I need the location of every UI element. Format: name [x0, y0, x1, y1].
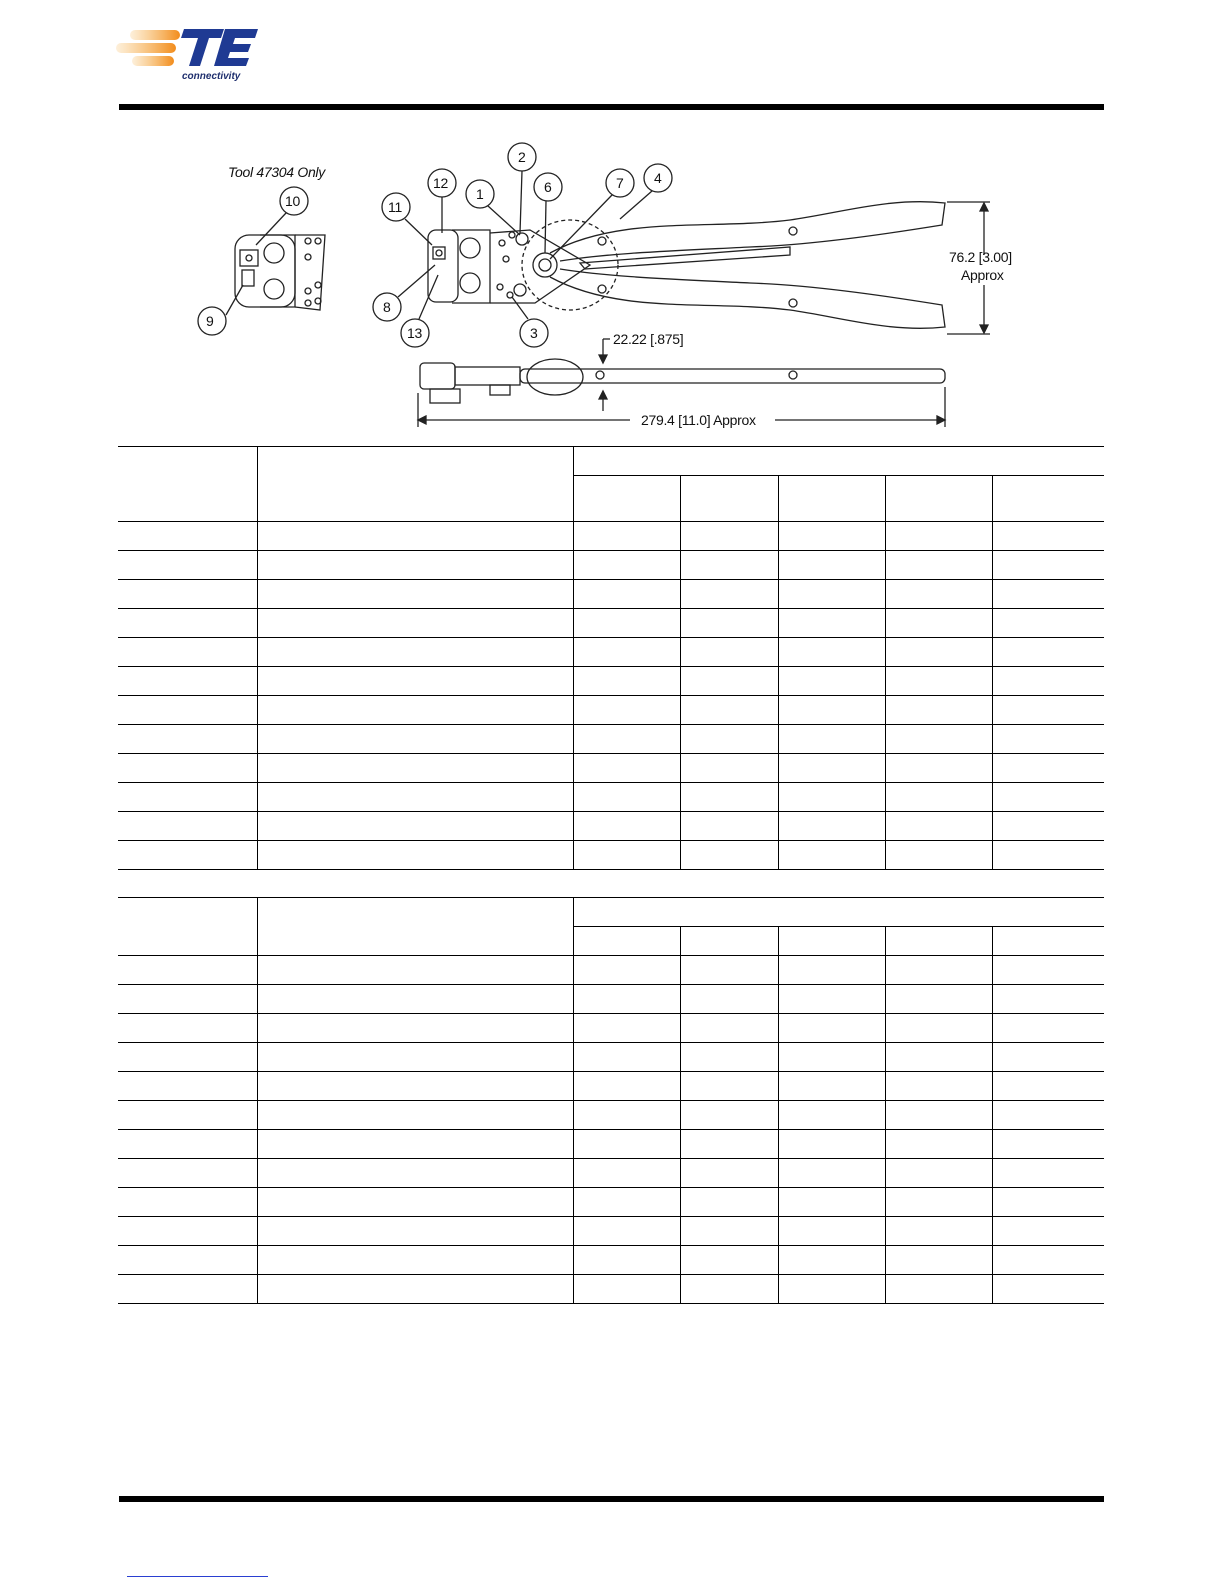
callout-9: 9 — [206, 313, 214, 329]
height-dimension-value: 76.2 [3.00] — [949, 249, 1012, 265]
inset-caption: Tool 47304 Only — [228, 164, 325, 180]
header-cell — [885, 927, 992, 956]
table-row — [118, 1159, 1104, 1188]
header-cell — [778, 476, 885, 522]
thickness-dimension: 22.22 [.875] — [613, 331, 684, 347]
main-tool-side-view — [420, 339, 945, 411]
callout-7: 7 — [616, 175, 624, 191]
table-header-row — [118, 898, 1104, 927]
header-cell — [573, 476, 680, 522]
inset-head-drawing — [235, 235, 325, 310]
callout-6: 6 — [544, 179, 552, 195]
header-cell — [992, 476, 1104, 522]
header-cell-group — [573, 898, 1104, 927]
table-row — [118, 1217, 1104, 1246]
length-dimension-value: 279.4 [11.0] Approx — [641, 412, 756, 428]
callout-8: 8 — [383, 299, 391, 315]
header-cell — [680, 927, 778, 956]
header-cell — [885, 476, 992, 522]
callout-11: 11 — [388, 199, 402, 215]
header-cell — [573, 927, 680, 956]
table-row — [118, 812, 1104, 841]
footer-rule — [119, 1496, 1104, 1502]
header-cell — [118, 447, 257, 522]
table-header-row — [118, 447, 1104, 476]
table-row — [118, 841, 1104, 870]
callout-2: 2 — [518, 149, 526, 165]
header-cell — [257, 898, 573, 956]
table-row — [118, 609, 1104, 638]
logo-tagline: connectivity — [182, 71, 241, 82]
table-row — [118, 1072, 1104, 1101]
parts-table-2 — [118, 897, 1104, 1304]
callout-4: 4 — [654, 170, 662, 186]
main-tool-top-view — [428, 202, 945, 329]
table-row — [118, 1246, 1104, 1275]
callout-1: 1 — [476, 186, 484, 202]
parts-table-1 — [118, 446, 1104, 870]
callout-3: 3 — [530, 325, 538, 341]
header-cell — [118, 898, 257, 956]
table-row — [118, 551, 1104, 580]
table-row — [118, 1014, 1104, 1043]
header-cell-group — [573, 447, 1104, 476]
table-row — [118, 1130, 1104, 1159]
tool-drawing — [190, 135, 1090, 435]
footer-link-underline[interactable] — [127, 1576, 268, 1577]
height-dimension-note: Approx — [961, 267, 1004, 283]
table-row — [118, 667, 1104, 696]
header-cell — [680, 476, 778, 522]
header-cell — [778, 927, 885, 956]
table-row — [118, 1188, 1104, 1217]
table-row — [118, 754, 1104, 783]
table-row — [118, 1101, 1104, 1130]
table-row — [118, 638, 1104, 667]
callout-10: 10 — [285, 193, 300, 209]
callout-13: 13 — [407, 325, 422, 341]
table-row — [118, 1043, 1104, 1072]
table-row — [118, 783, 1104, 812]
table-row — [118, 725, 1104, 754]
header-cell — [992, 927, 1104, 956]
table-row — [118, 956, 1104, 985]
callout-12: 12 — [433, 175, 448, 191]
table-row — [118, 1275, 1104, 1304]
table-row — [118, 580, 1104, 609]
table-row — [118, 696, 1104, 725]
table-row — [118, 985, 1104, 1014]
header-rule — [119, 104, 1104, 110]
crimp-tool-illustration — [190, 135, 1090, 435]
header-cell — [257, 447, 573, 522]
table-row — [118, 522, 1104, 551]
